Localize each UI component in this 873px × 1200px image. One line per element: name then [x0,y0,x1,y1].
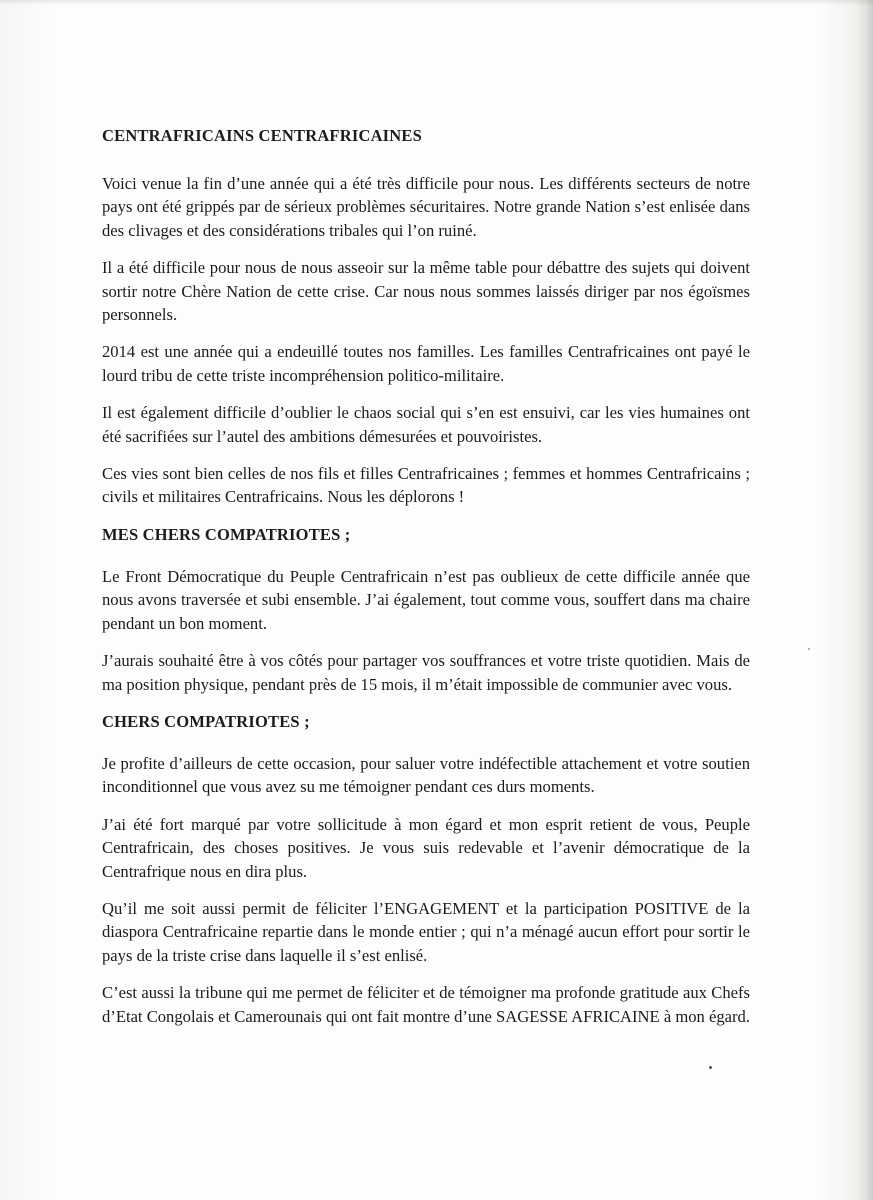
paragraph: J’ai été fort marqué par votre sollicitude à mon égard et mon esprit retient de vous, Peuple Centrafricain, des choses positives. Je vous suis redevable et l’avenir démocratique de la Centrafrique nous en dira plus. [102,814,750,881]
section-heading: MES CHERS COMPATRIOTES ; [102,524,351,544]
paragraph: Je profite d’ailleurs de cette occasion, pour saluer votre indéfectible attachement et votre soutien inconditionnel que vous avez su me témoigner pendant ces durs moments. [102,753,750,797]
paragraph: Voici venue la fin d’une année qui a été très difficile pour nous. Les différents secteurs de notre pays ont été grippés par de sérieux problèmes sécuritaires. Notre grande Nation s’est enlisée dans des clivages et des considérations tribales qui l’on ruiné. [102,174,750,240]
paragraph: Le Front Démocratique du Peuple Centrafricain n’est pas oublieux de cette difficile année que nous avons traversée et subi ensemble. J’ai également, tout comme vous, souffert dans ma chaire pendant un bon moment. [102,566,750,633]
paragraph: C’est aussi la tribune qui me permet de féliciter et de témoigner ma profonde gratitude aux Chefs d’Etat Congolais et Camerounais qui ont fait montre d’une SAGESSE AFRICAINE à mon égard. [102,983,750,1026]
section-heading: CHERS COMPATRIOTES ; [102,711,310,731]
scan-shadow-right [855,0,873,1200]
scan-speck [709,1066,712,1069]
paragraph: Ces vies sont bien celles de nos fils et filles Centrafricaines ; femmes et hommes Centrafricains ; civils et militaires Centrafricains. Nous les déplorons ! [102,464,750,507]
document-title: CENTRAFRICAINS CENTRAFRICAINES [102,126,422,145]
paragraph: J’aurais souhaité être à vos côtés pour partager vos souffrances et votre triste quotidien. Mais de ma position physique, pendant près de 15 mois, il m’était impossible de communier avec vous. [102,651,750,694]
document-body [102,124,750,1042]
scan-shadow-top [0,0,873,6]
paragraph: Il a été difficile pour nous de nous asseoir sur la même table pour débattre des sujets qui doivent sortir notre Chère Nation de cette crise. Car nous nous sommes laissés diriger par nos égoïsmes personnels. [102,258,750,325]
paragraph: Qu’il me soit aussi permit de féliciter l’ENGAGEMENT et la participation POSITIVE de la diaspora Centrafricaine repartie dans le monde entier ; qui n’a ménagé aucun effort pour sortir le pays de la triste crise dans laquelle il s’est enlisé. [102,898,750,965]
scan-speck [808,648,810,650]
paragraph: 2014 est une année qui a endeuillé toutes nos familles. Les familles Centrafricaines ont payé le lourd tribu de cette triste incompréhension politico-militaire. [102,342,750,385]
paragraph: Il est également difficile d’oublier le chaos social qui s’en est ensuivi, car les vies humaines ont été sacrifiées sur l’autel des ambitions démesurées et pouvoiristes. [102,403,750,446]
